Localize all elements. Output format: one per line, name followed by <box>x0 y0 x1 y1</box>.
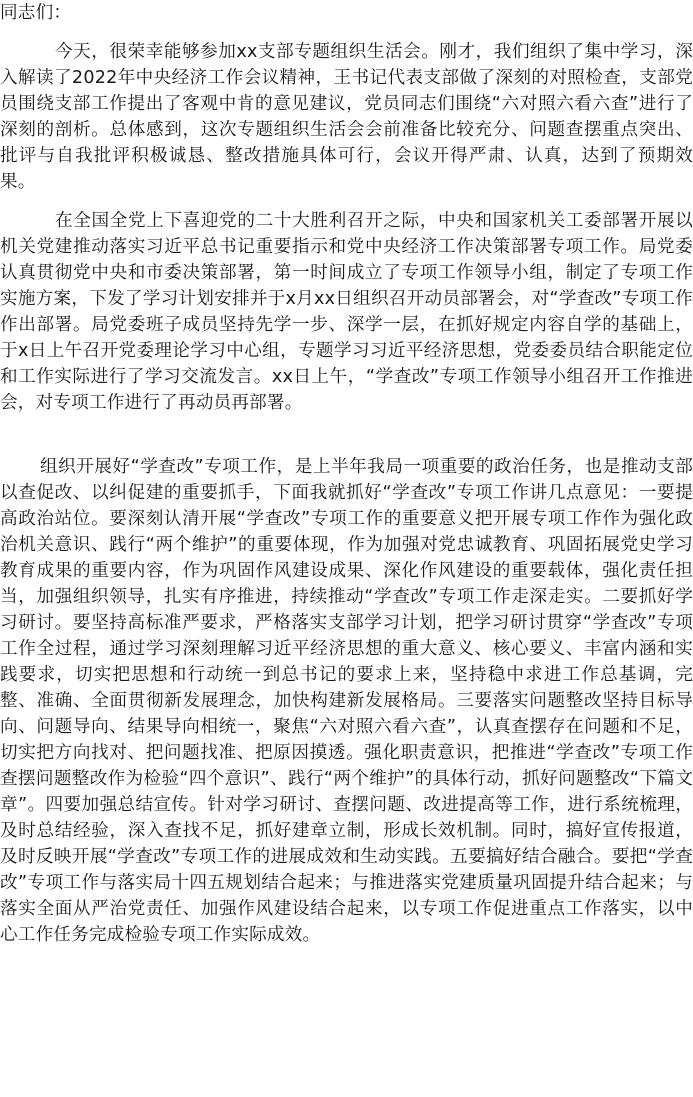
paragraph-opening: 今天，很荣幸能够参加xx支部专题组织生活会。刚才，我们组织了集中学习，深入解读了2022年中央经济工作会议精神，王书记代表支部做了深刻的对照检查，支部党员围绕支部工作提出了客观中肯的意见建议，党员同志们围绕“六对照六看六查”进行了深刻的剖析。总体感到，这次专题组织生活会会前准备比较充分、问题查摆重点突出、批评与自我批评积极诚恳、整改措施具体可行，会议开得严肃、认真，达到了预期效果。 <box>0 42 693 192</box>
paragraph-requirements: 组织开展好“学查改”专项工作，是上半年我局一项重要的政治任务，也是推动支部以查促改、以纠促建的重要抓手，下面我就抓好“学查改”专项工作讲几点意见：一要提高政治站位。要深刻认清开展“学查改”专项工作的重要意义把开展专项工作作为强化政治机关意识、践行“两个维护”的重要体现，作为加强对党忠诚教育、巩固拓展党史学习教育成果的重要内容，作为巩固作风建设成果、深化作风建设的重要载体，强化责任担当，加强组织领导，扎实有序推进，持续推动“学查改”专项工作走深走实。二要抓好学习研讨。要坚持高标准严要求，严格落实支部学习计划，把学习研讨贯穿“学查改”专项工作全过程，通过学习深刻理解习近平经济思想的重大意义、核心要义、丰富内涵和实践要求，切实把思想和行动统一到总书记的要求上来，坚持稳中求进工作总基调，完整、准确、全面贯彻新发展理念，加快构建新发展格局。三要落实问题整改坚持目标导向、问题导向、结果导向相统一，聚焦“六对照六看六查”，认真查摆存在问题和不足，切实把方向找对、把问题找准、把原因摸透。强化职责意识，把推进“学查改”专项工作查摆问题整改作为检验“四个意识”、践行“两个维护”的具体行动，抓好问题整改“下篇文章”。四要加强总结宣传。针对学习研讨、查摆问题、改进提高等工作，进行系统梳理，及时总结经验，深入查找不足，抓好建章立制，形成长效机制。同时，搞好宣传报道，及时反映开展“学查改”专项工作的进展成效和生动实践。五要搞好结合融合。要把“学查改”专项工作与落实局十四五规划结合起来；与推进落实党建质量巩固提升结合起来；与落实全面从严治党责任、加强作风建设结合起来，以专项工作促进重点工作落实，以中心工作任务完成检验专项工作实际成效。 <box>0 457 693 945</box>
paragraph-background: 在全国全党上下喜迎党的二十大胜利召开之际，中央和国家机关工委部署开展以机关党建推动落实习近平总书记重要指示和党中央经济工作决策部署专项工作。局党委认真贯彻党中央和市委决策部署，第一时间成立了专项工作领导小组，制定了专项工作实施方案，下发了学习计划安排并于x月xx日组织召开动员部署会，对“学查改”专项工作作出部署。局党委班子成员坚持先学一步、深学一层，在抓好规定内容自学的基础上，于x日上午召开党委理论学习中心组，专题学习习近平经济思想，党委委员结合职能定位和工作实际进行了学习交流发言。xx日上午，“学查改”专项工作领导小组召开工作推进会，对专项工作进行了再动员再部署。 <box>0 211 693 413</box>
greeting-line: 同志们： <box>0 3 72 23</box>
